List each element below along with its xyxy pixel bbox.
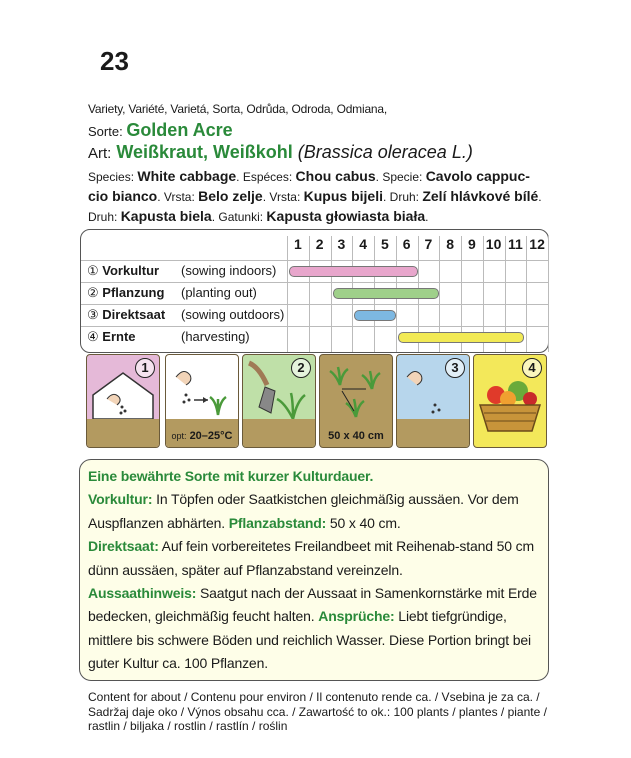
- month-label: 11: [507, 236, 523, 252]
- step-1-badge: 1: [135, 358, 155, 378]
- species-lang-label: . Vrsta:: [262, 190, 304, 204]
- variety-name: [88, 120, 233, 141]
- row-name: Direktsaat: [102, 307, 166, 322]
- growing-instructions: [79, 459, 549, 681]
- row-description: (sowing outdoors): [181, 307, 285, 322]
- calendar-bar: [333, 288, 440, 299]
- row-description: (planting out): [181, 285, 257, 300]
- content-amount: Content for about / Contenu pour environ / Il contenuto rende ca. / Vsebina je za ca. / Sadržaj daje oko / Výnos obsahu cca. / Zawartość to ok.: 100 plants / plantes / piante / rastlin / biljaka / rostlin / rastlín / roślin: [88, 690, 547, 733]
- sowing-calendar: [80, 229, 549, 353]
- species-lang-value: Kapusta biela: [120, 208, 212, 224]
- instructions-text: [88, 465, 540, 676]
- month-label: 1: [293, 236, 302, 252]
- sorte-label: Sorte:: [88, 124, 123, 139]
- month-label: 3: [337, 236, 346, 252]
- calendar-bar: [354, 310, 396, 321]
- species-lang-value: Kupus bijeli: [303, 188, 383, 204]
- row-number: ②: [87, 285, 103, 300]
- species-translations: [88, 167, 548, 227]
- variety-line: Variety, Variété, Varietá, Sorta, Odrůda, Odroda, Odmiana,: [88, 102, 387, 116]
- pflanzabstand-text: 50 x 40 cm.: [326, 514, 401, 531]
- month-label: 10: [485, 236, 502, 252]
- direktsaat-label: Direktsaat:: [88, 538, 159, 555]
- pflanzabstand-label: Pflanzabstand:: [228, 514, 327, 531]
- pictogram-germination: [165, 354, 239, 448]
- species-lang-label: . Gatunki:: [211, 210, 267, 224]
- vorkultur-text: In Töpfen oder Saatkistchen gleichmäßig aussäen. Vor dem Auspflanzen abhärten.: [88, 491, 519, 531]
- step-3-badge: 3: [445, 358, 465, 378]
- month-label: 4: [359, 236, 367, 252]
- sorte-value: Golden Acre: [126, 120, 233, 140]
- germination-temp: [166, 430, 238, 442]
- step-4-badge: 4: [522, 358, 542, 378]
- species-lang-label: . Druh:: [382, 190, 423, 204]
- temp-value: 20–25°C: [189, 430, 233, 442]
- month-label: 9: [467, 236, 476, 252]
- packet-number: 23: [100, 46, 129, 76]
- direktsaat-text: Auf fein vorbereitetes Freilandbeet mit Reihenab-stand 50 cm dünn aussäen, später auf Pflanzabstand vereinzeln.: [88, 538, 535, 578]
- calendar-row-label: [87, 285, 257, 301]
- species-lang-value: Kapusta głowiasta biała: [266, 208, 426, 224]
- latin-name: (Brassica oleracea L.): [297, 142, 473, 162]
- species-lang-label: .: [425, 210, 429, 224]
- calendar-row-label: [87, 263, 277, 279]
- intro-line: Eine bewährte Sorte mit kurzer Kulturdauer.: [88, 468, 374, 484]
- month-label: 2: [315, 236, 324, 252]
- month-label: 12: [529, 236, 545, 252]
- pictogram-sowing-outdoors: [396, 354, 470, 448]
- spacing-label: 50 x 40 cm: [328, 430, 384, 442]
- month-label: 6: [402, 236, 411, 252]
- calendar-row-label: [87, 307, 285, 323]
- month-label: 7: [424, 236, 433, 252]
- row-name: Ernte: [102, 329, 136, 344]
- month-label: 5: [380, 236, 389, 252]
- species-lang-label: . Specie:: [375, 170, 426, 184]
- species-lang-label: . Druh:: [88, 190, 542, 224]
- species-lang-label: . Vrsta:: [157, 190, 199, 204]
- row-number: ④: [87, 329, 103, 344]
- art-label: Art:: [88, 145, 112, 162]
- calendar-row-label: [87, 329, 250, 345]
- calendar-bar: [398, 332, 524, 343]
- art-value: Weißkraut, Weißkohl: [116, 142, 293, 162]
- row-name: Vorkultur: [102, 263, 160, 278]
- month-label: 8: [446, 236, 454, 252]
- calendar-bar: [289, 266, 418, 277]
- row-number: ①: [87, 263, 103, 278]
- vorkultur-label: Vorkultur:: [88, 491, 153, 508]
- row-number: ③: [87, 307, 103, 322]
- ansprueche-label: Ansprüche:: [318, 608, 395, 625]
- species-lang-value: Cavolo cappuc-cio bianco: [88, 168, 530, 204]
- species-lang-value: White cabbage: [137, 168, 237, 184]
- row-name: Pflanzung: [102, 285, 165, 300]
- pictogram-harvest: [473, 354, 547, 448]
- temp-label: opt:: [171, 431, 187, 441]
- ansprueche-text: Liebt tiefgründige, mittlere bis schwere Böden und reichlich Wasser. Diese Portion bringt bei guter Kultur ca. 100 Pflanzen.: [88, 608, 531, 672]
- aussaathinweis-label: Aussaathinweis:: [88, 585, 197, 602]
- species-lang-label: . Espéces:: [236, 170, 296, 184]
- row-description: (sowing indoors): [181, 263, 277, 278]
- pictogram-planting-out: [242, 354, 316, 448]
- species-lang-value: Zelí hlávkové bílé: [422, 188, 539, 204]
- step-2-badge: 2: [291, 358, 311, 378]
- species-lang-value: Chou cabus: [295, 168, 376, 184]
- species-name: [88, 142, 473, 163]
- aussaathinweis-text: Saatgut nach der Aussaat in Samenkornstärke mit Erde bedecken, gleichmäßig feucht halten.: [88, 585, 537, 625]
- species-lang-label: Species:: [88, 170, 138, 184]
- pictogram-spacing: [319, 354, 393, 448]
- pictogram-sowing-indoors: [86, 354, 160, 448]
- row-description: (harvesting): [181, 329, 250, 344]
- species-lang-value: Belo zelje: [198, 188, 263, 204]
